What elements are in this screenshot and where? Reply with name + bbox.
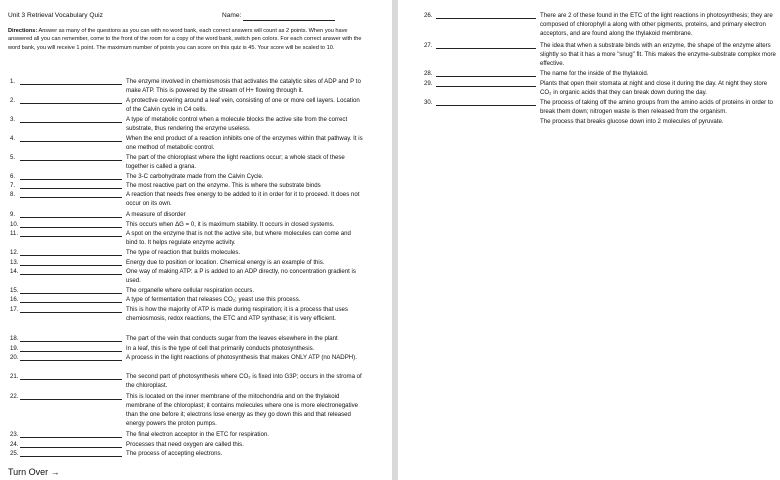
question-text: The idea that when a substrate binds with an enzyme, the shape of the enzyme alters slightly so that it has a more "snug" fit. This makes the enzyme-substrate complex more effective.	[540, 42, 776, 67]
answer-blank[interactable]	[20, 373, 122, 380]
question-text: A type of fermentation that releases CO₂; yeast use this process.	[126, 296, 301, 303]
question-number: 21.	[10, 373, 19, 380]
question-number: 1.	[10, 78, 16, 85]
directions	[8, 27, 368, 52]
answer-blank[interactable]	[20, 345, 122, 352]
answer-blank[interactable]	[20, 182, 122, 189]
answer-blank[interactable]	[20, 306, 122, 313]
question-text: The enzyme involved in chemiosmosis that activates the catalytic sites of ADP and P to make ATP. This is powered by the stream of H+ flowing through it.	[126, 78, 361, 94]
question-text: In a leaf, this is the type of cell that primarily conducts photosynthesis.	[126, 345, 315, 352]
answer-blank[interactable]	[20, 354, 122, 361]
page-right	[398, 0, 780, 480]
answer-blank[interactable]	[20, 431, 122, 438]
question-number: 22.	[10, 393, 19, 400]
question-text: There are 2 of these found in the ETC of the light reactions in photosynthesis; they are composed of chlorophyll a along with other pigments, proteins, and primary electron acceptors, and are found along the thylakoid membrane.	[540, 12, 773, 37]
answer-blank[interactable]	[436, 12, 536, 19]
question-number: 16.	[10, 296, 19, 303]
question-text: The second part of photosynthesis where CO₂ is fixed into G3P; occurs in the stroma of the chloroplast.	[126, 373, 362, 389]
answer-blank[interactable]	[20, 221, 122, 228]
question-text: The process that breaks glucose down into 2 molecules of pyruvate.	[540, 118, 724, 125]
question-text: The part of the vein that conducts sugar from the leaves elsewhere in the plant	[126, 335, 338, 342]
question-number: 8.	[10, 191, 16, 198]
question-text: Plants that open their stomata at night and close it during the day. At night they store CO₂ in organic acids that they can break down during the day.	[540, 80, 768, 96]
answer-blank[interactable]	[20, 296, 122, 303]
question-text: A process in the light reactions of photosynthesis that makes ONLY ATP (no NADPH).	[126, 354, 357, 361]
question-text: The process of accepting electrons.	[126, 450, 223, 457]
answer-blank[interactable]	[20, 116, 122, 123]
question-number: 14.	[10, 268, 19, 275]
question-text: This is how the majority of ATP is made during respiration; it is a process that uses chemiosmosis, redox reactions, the ETC and ATP synthase; it is very efficient.	[126, 306, 348, 322]
answer-blank[interactable]	[436, 42, 536, 49]
answer-blank[interactable]	[20, 441, 122, 448]
question-text: This occurs when ΔG = 0, it is maximum stability. It occurs in closed systems.	[126, 221, 335, 228]
question-number: 9.	[10, 211, 16, 218]
answer-blank[interactable]	[20, 268, 122, 275]
answer-blank[interactable]	[20, 249, 122, 256]
answer-blank[interactable]	[20, 78, 122, 85]
question-number: 20.	[10, 354, 19, 361]
question-text: The name for the inside of the thylakoid.	[540, 70, 649, 77]
question-text: Processes that need oxygen are called this.	[126, 441, 244, 448]
name-field[interactable]	[243, 20, 335, 21]
question-text: When the end product of a reaction inhibits one of the enzymes within that pathway. It is one method of metabolic control.	[126, 135, 363, 151]
answer-blank[interactable]	[20, 287, 122, 294]
question-text: One way of making ATP: a P is added to an ADP directly, no concentration gradient is used.	[126, 268, 356, 284]
question-number: 19.	[10, 345, 19, 352]
question-number: 28.	[424, 70, 433, 77]
quiz-title: Unit 3 Retrieval Vocabulary Quiz	[8, 12, 103, 19]
question-number: 12.	[10, 249, 19, 256]
answer-blank[interactable]	[20, 335, 122, 342]
question-number: 17.	[10, 306, 19, 313]
question-text: The final electron acceptor in the ETC for respiration.	[126, 431, 269, 438]
question-number: 13.	[10, 259, 19, 266]
question-number: 3.	[10, 116, 16, 123]
question-text: This is located on the inner membrane of the mitochondria and on the thylakoid membrane of the chloroplast; it contains molecules where one is more electronegative than the one before it; electrons lose energy as they go down this and that released energy powers the proton pumps.	[126, 393, 359, 427]
answer-blank[interactable]	[20, 173, 122, 180]
question-number: 5.	[10, 154, 16, 161]
answer-blank[interactable]	[20, 393, 122, 400]
question-number: 30.	[424, 99, 433, 106]
question-text: The organelle where cellular respiration occurs.	[126, 287, 255, 294]
question-number: 26.	[424, 12, 433, 19]
question-text: The part of the chloroplast where the light reactions occur; a whole stack of these together is called a grana.	[126, 154, 345, 170]
question-text: The process of taking off the amino groups from the amino acids of proteins in order to break them down; nitrogen waste is then released from the organism.	[540, 99, 773, 115]
question-number: 11.	[10, 230, 19, 237]
turn-over-note: Turn Over →	[8, 467, 60, 477]
answer-blank[interactable]	[436, 70, 536, 77]
question-number: 7.	[10, 182, 16, 189]
question-text: The 3-C carbohydrate made from the Calvin Cycle.	[126, 173, 264, 180]
question-text: A type of metabolic control when a molecule blocks the active site from the correct substrate, thus rendering the enzyme useless.	[126, 116, 348, 132]
question-number: 29.	[424, 80, 433, 87]
question-number: 24.	[10, 441, 19, 448]
answer-blank[interactable]	[20, 191, 122, 198]
question-number: 6.	[10, 173, 16, 180]
directions-text: Answer as many of the questions as you can with no word bank, each correct answers will count as 2 points. When you have answered all you can remember, come to the front of the room for a copy of the word bank, switch pen colors. For each correct answer with the word bank, you will receive 1 point. The maximum number of points you can score on this quiz is 45. Your score will be scaled to 10.	[8, 28, 362, 51]
answer-blank[interactable]	[20, 97, 122, 104]
question-text: A spot on the enzyme that is not the active site, but where molecules can come and bind to. It helps regulate enzyme activity.	[126, 230, 351, 246]
question-number: 23.	[10, 431, 19, 438]
question-text: The most reactive part on the enzyme. This is where the substrate binds	[126, 182, 321, 189]
directions-label: Directions:	[8, 28, 38, 34]
answer-blank[interactable]	[20, 211, 122, 218]
question-text: A protective covering around a leaf vein, consisting of one or more cell layers. Location of the Calvin cycle in C4 cells.	[126, 97, 360, 113]
question-number: 25.	[10, 450, 19, 457]
answer-blank[interactable]	[20, 154, 122, 161]
answer-blank[interactable]	[436, 99, 536, 106]
question-text: A measure of disorder	[126, 211, 186, 218]
question-number: 4.	[10, 135, 16, 142]
answer-blank[interactable]	[436, 80, 536, 87]
question-text: The type of reaction that builds molecules.	[126, 249, 241, 256]
question-number: 10.	[10, 221, 19, 228]
question-number: 2.	[10, 97, 16, 104]
answer-blank[interactable]	[20, 230, 122, 237]
question-number: 18.	[10, 335, 19, 342]
question-text: Energy due to position or location. Chemical energy is an example of this.	[126, 259, 325, 266]
question-number: 27.	[424, 42, 433, 49]
question-number: 15.	[10, 287, 19, 294]
question-text: A reaction that needs free energy to be added to it in order for it to proceed. It does not occur on its own.	[126, 191, 360, 207]
answer-blank[interactable]	[20, 259, 122, 266]
answer-blank[interactable]	[20, 450, 122, 457]
name-label: Name:	[222, 12, 242, 19]
answer-blank[interactable]	[20, 135, 122, 142]
